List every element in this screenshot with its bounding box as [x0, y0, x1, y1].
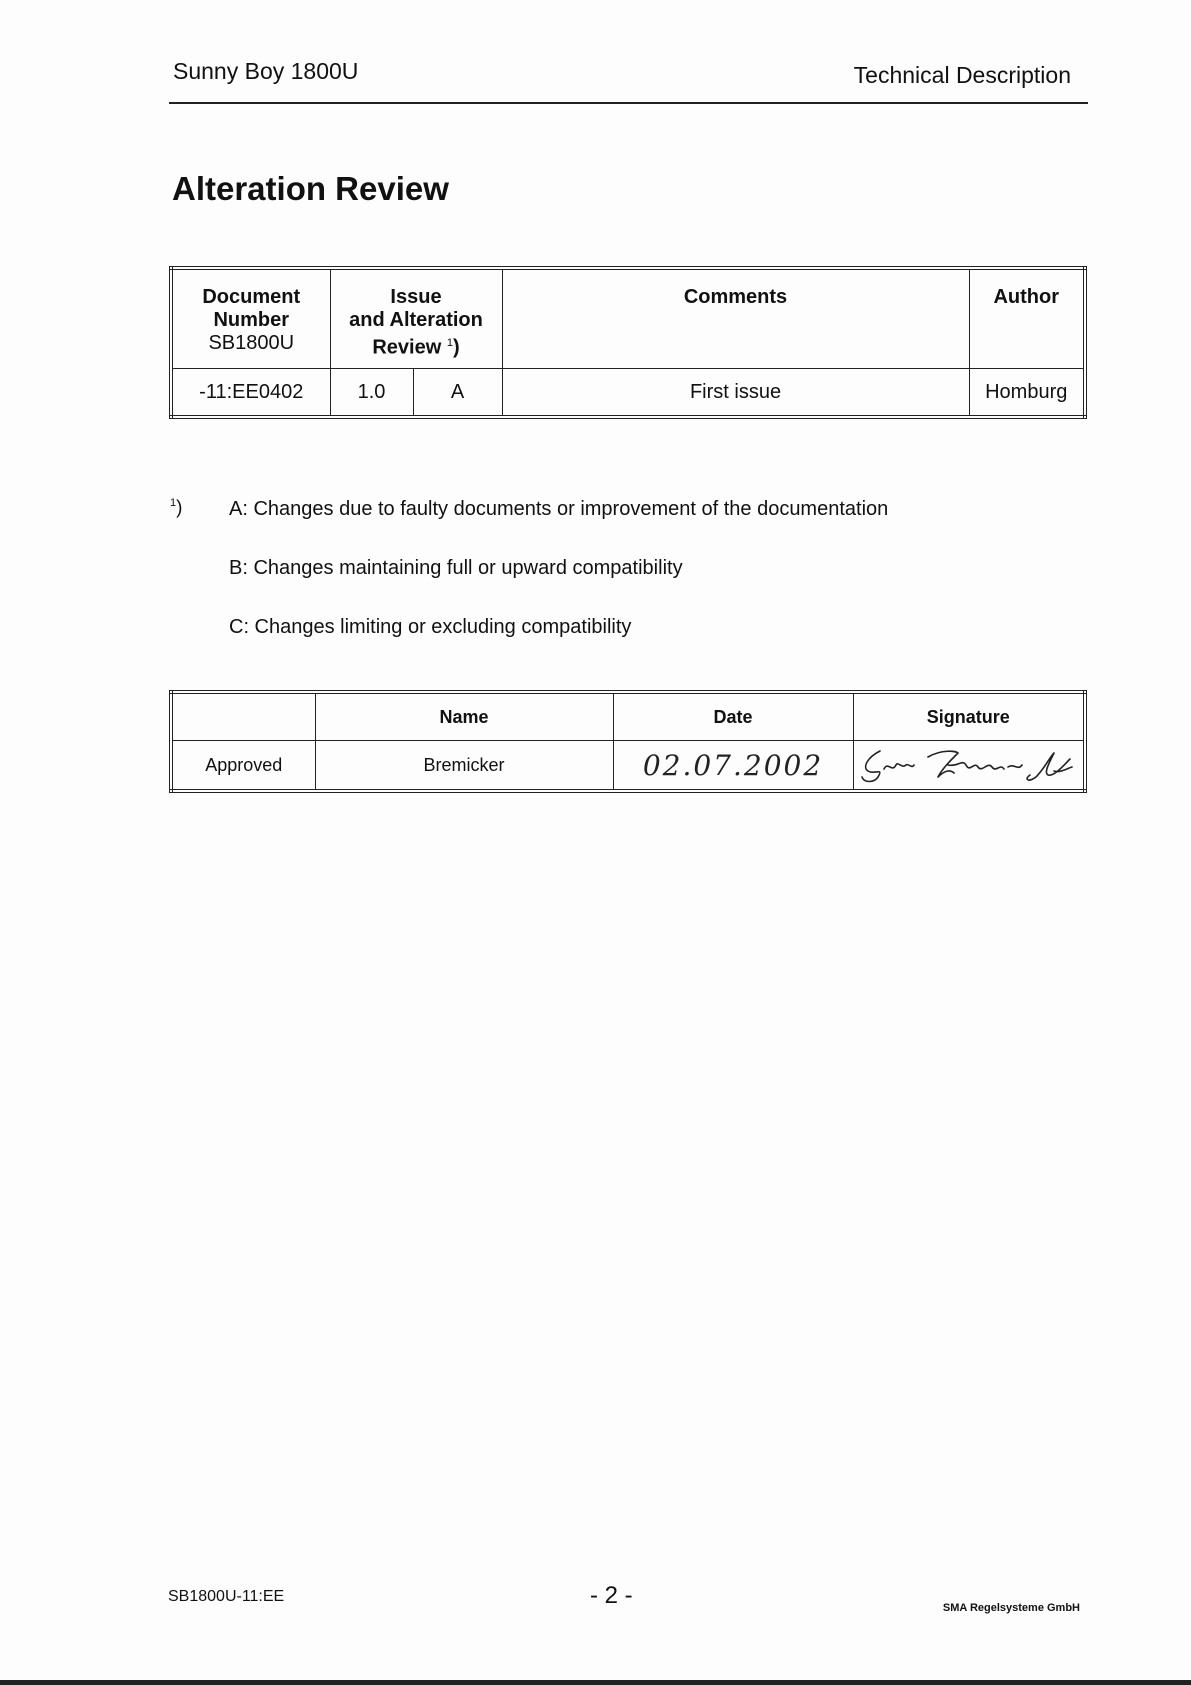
cell-author: Homburg [969, 369, 1085, 418]
cell-approval-date [613, 741, 853, 792]
page-title: Alteration Review [172, 170, 449, 207]
header-date: Date [613, 692, 853, 741]
footnote-b: B: Changes maintaining full or upward compatibility [229, 557, 683, 579]
footnote-marker: $^1$) [170, 497, 183, 519]
approval-table-header [171, 692, 1085, 741]
cell-doc-number: -11:EE0402 [171, 369, 330, 418]
header-comments: Comments [502, 268, 969, 369]
table-row [171, 369, 1085, 418]
header-signature: Signature [853, 692, 1085, 741]
cell-approved-label: Approved [171, 741, 315, 792]
footnote-a: A: Changes due to faulty documents or improvement of the documentation [229, 498, 889, 520]
header-document-number: Document Number SB1800U [171, 268, 330, 369]
cell-signature [853, 741, 1085, 792]
footer-company: SMA Regelsysteme GmbH [942, 1602, 1080, 1614]
cell-approver-name: Bremicker [315, 741, 613, 792]
header-name: Name [315, 692, 613, 741]
page-bottom-edge [0, 1680, 1191, 1685]
revision-table [169, 266, 1087, 419]
approval-table [169, 690, 1087, 793]
cell-comments: First issue [502, 369, 969, 418]
table-row [171, 741, 1085, 792]
header-product: Sunny Boy 1800U [173, 58, 359, 84]
footnote-c: C: Changes limiting or excluding compatibility [229, 616, 632, 638]
cell-issue: 1.0 [330, 369, 413, 418]
header-author: Author [969, 268, 1085, 369]
header-rule [169, 102, 1088, 104]
footer-page-number: - 2 - [590, 1582, 633, 1609]
revision-table-header [171, 268, 1085, 369]
signature-image [858, 743, 1078, 787]
header-blank [171, 692, 315, 741]
footer-doc-code: SB1800U-11:EE [168, 1588, 285, 1605]
header-doc-type: Technical Description [853, 62, 1071, 88]
header-issue: Issue and Alteration Review $^1$) [330, 268, 502, 369]
handwritten-date: 02.07.2002 [642, 748, 824, 782]
cell-alteration: A [413, 369, 502, 418]
